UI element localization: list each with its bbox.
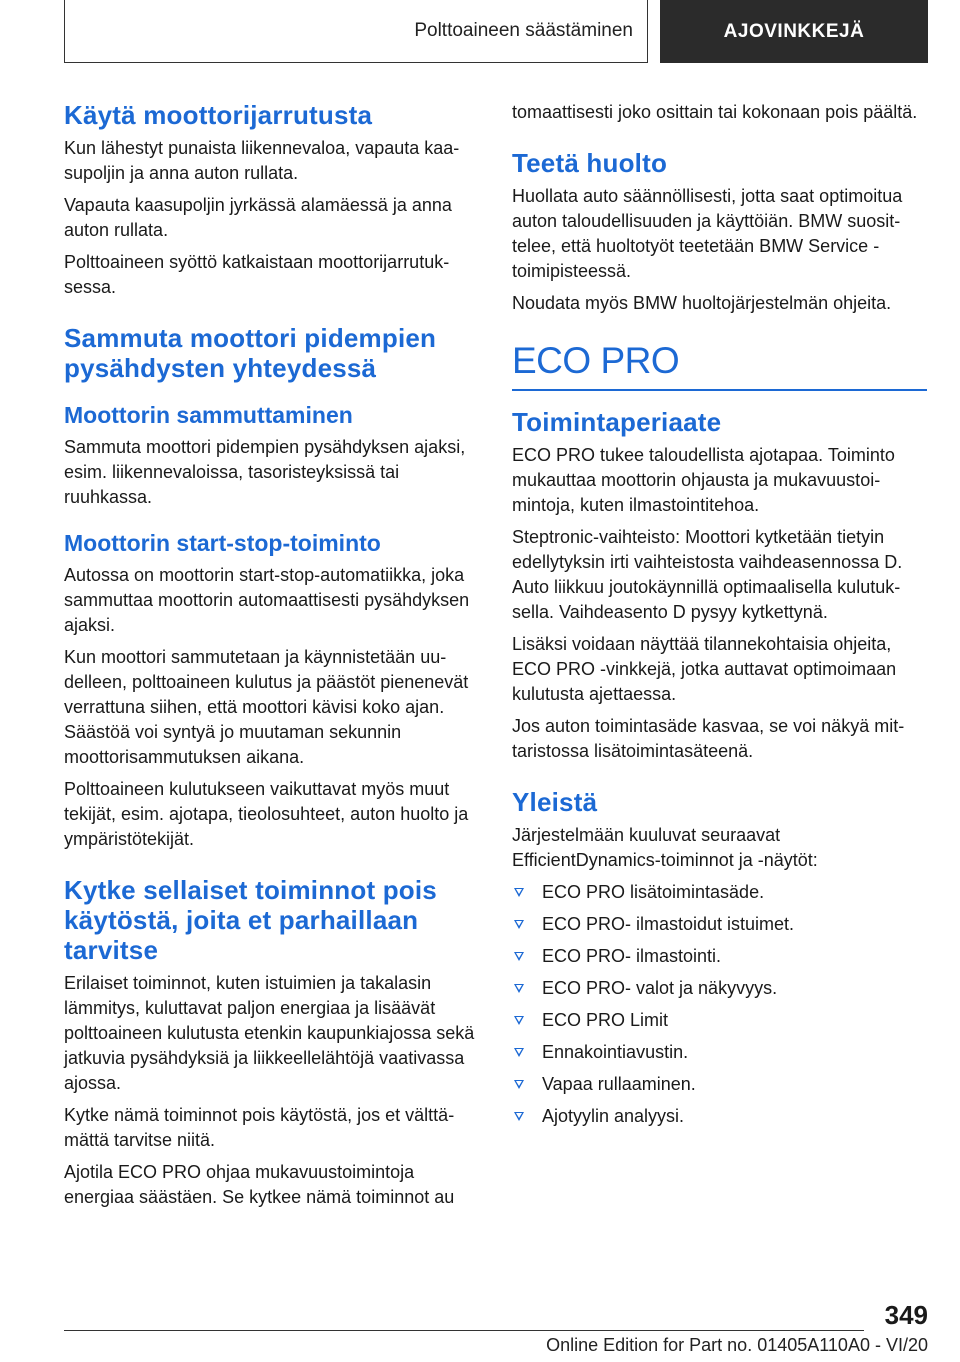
paragraph: Huollata auto säännöllisesti, jotta saat optimoitua auton taloudellisuuden ja käyttöiän. BMW suosittelee, että huoltotyöt teetetään BMW Service -toimipisteessä.: [512, 186, 903, 281]
paragraph: Kun moottori sammutetaan ja käynnistetään uudelleen, polttoaineen kulutus ja päästöt pienenevät verrattuna siihen, että moottori kävisi koko ajan. Säästöä voi syntyä jo muutaman sekunnin moottorisammutuksen aikana.: [64, 647, 469, 767]
heading-switch-off-engine: Sammuta moottori pidempien pysähdysten yhteydessä: [64, 323, 437, 383]
paragraph: Polttoaineen kulutukseen vaikuttavat myös muut tekijät, esim. ajotapa, tieolosuhteet, auton huolto ja ympäristötekijät.: [64, 779, 469, 849]
heading-switch-off-functions: Kytke sellaiset toiminnot pois käytöstä, joita et parhaillaan tarvitse: [64, 875, 437, 965]
heading-general: Yleistä: [512, 787, 598, 817]
paragraph: Erilaiset toiminnot, kuten istuimien ja takalasin lämmitys, kuluttavat paljon energiaa ja lisäävät polttoaineen kulutusta etenkin kaupunkiajossa sekä jatkuvia pysähdyksiä ja liikkeellelähtöjä vaativassa ajossa.: [64, 973, 475, 1093]
right-column: [512, 100, 927, 1136]
heading-principle: Toimintaperiaate: [512, 407, 722, 437]
paragraph: tomaattisesti joko osittain tai kokonaan pois päältä.: [512, 102, 918, 122]
triangle-bullet-icon: [514, 1048, 524, 1057]
paragraph: Noudata myös BMW huoltojärjestelmän ohjeita.: [512, 293, 892, 313]
paragraph: Vapauta kaasupoljin jyrkässä alamäessä ja anna auton rullata.: [64, 195, 452, 240]
edition-footer: Online Edition for Part no. 01405A110A0 - VI/20: [546, 1335, 928, 1355]
triangle-bullet-icon: [514, 888, 524, 897]
triangle-bullet-icon: [514, 1016, 524, 1025]
paragraph: Kytke nämä toiminnot pois käytöstä, jos et välttämättä tarvitse niitä.: [64, 1105, 455, 1150]
paragraph: Steptronic-vaihteisto: Moottori kytketään tietyin edellytyksin irti vaihteistosta vaihdeasennossa D. Auto liikkuu joutokäynnillä optimaalisella kulutuksella. Vaihdeasento D pysyy kytkettynä.: [512, 527, 903, 622]
triangle-bullet-icon: [514, 984, 524, 993]
subheading-start-stop: Moottorin start-stop-toiminto: [64, 530, 381, 556]
section-title: Polttoaineen säästäminen: [64, 0, 648, 63]
page-header: [64, 0, 928, 65]
list-item: Ennakointiavustin.: [512, 1040, 927, 1065]
footer-divider: [64, 1330, 864, 1331]
paragraph: Polttoaineen syöttö katkaistaan moottorijarrutuksessa.: [64, 252, 450, 297]
subheading-engine-off: Moottorin sammuttaminen: [64, 402, 353, 428]
chapter-tab[interactable]: AJOVINKKEJÄ: [660, 0, 928, 63]
list-item: ECO PRO- ilmastoidut istuimet.: [512, 912, 927, 937]
paragraph: Kun lähestyt punaista liikennevaloa, vapauta kaasupoljin ja anna auton rullata.: [64, 138, 460, 183]
list-item: ECO PRO lisätoimintasäde.: [512, 880, 927, 905]
list-item: ECO PRO- valot ja näkyvyys.: [512, 976, 927, 1001]
list-item: Vapaa rullaaminen.: [512, 1072, 927, 1097]
left-column: [64, 100, 479, 1217]
feature-list: [512, 880, 927, 1129]
triangle-bullet-icon: [514, 920, 524, 929]
triangle-bullet-icon: [514, 1112, 524, 1121]
list-item: ECO PRO- ilmastointi.: [512, 944, 927, 969]
paragraph: Lisäksi voidaan näyttää tilannekohtaisia ohjeita, ECO PRO -vinkkejä, jotka auttavat optimoimaan kulutusta ajettaessa.: [512, 634, 897, 704]
triangle-bullet-icon: [514, 952, 524, 961]
heading-service: Teetä huolto: [512, 148, 668, 178]
paragraph: Sammuta moottori pidempien pysähdyksen ajaksi, esim. liikennevaloissa, tasoristeyksissä tai ruuhkassa.: [64, 437, 466, 507]
heading-engine-brake: Käytä moottorijarrutusta: [64, 100, 373, 130]
page-number: 349: [884, 1300, 928, 1330]
paragraph: ECO PRO tukee taloudellista ajotapaa. Toiminto mukauttaa moottorin ohjausta ja mukavuustoimintoja, kuten ilmastointitehoa.: [512, 445, 895, 515]
triangle-bullet-icon: [514, 1080, 524, 1089]
paragraph: Autossa on moottorin start-stop-automatiikka, joka sammuttaa moottorin automaattisesti pysähdyksen ajaksi.: [64, 565, 470, 635]
list-item: Ajotyylin analyysi.: [512, 1104, 927, 1129]
paragraph: Ajotila ECO PRO ohjaa mukavuustoimintoja energiaa säästäen. Se kytkee nämä toiminnot au: [64, 1162, 455, 1207]
paragraph: Jos auton toimintasäde kasvaa, se voi näkyä mittaristossa lisätoimintasäteenä.: [512, 716, 905, 761]
list-item: ECO PRO Limit: [512, 1008, 927, 1033]
paragraph: Järjestelmään kuuluvat seuraavat EfficientDynamics-toiminnot ja -näytöt:: [512, 825, 818, 870]
chapter-heading-eco-pro: ECO PRO: [512, 339, 927, 391]
